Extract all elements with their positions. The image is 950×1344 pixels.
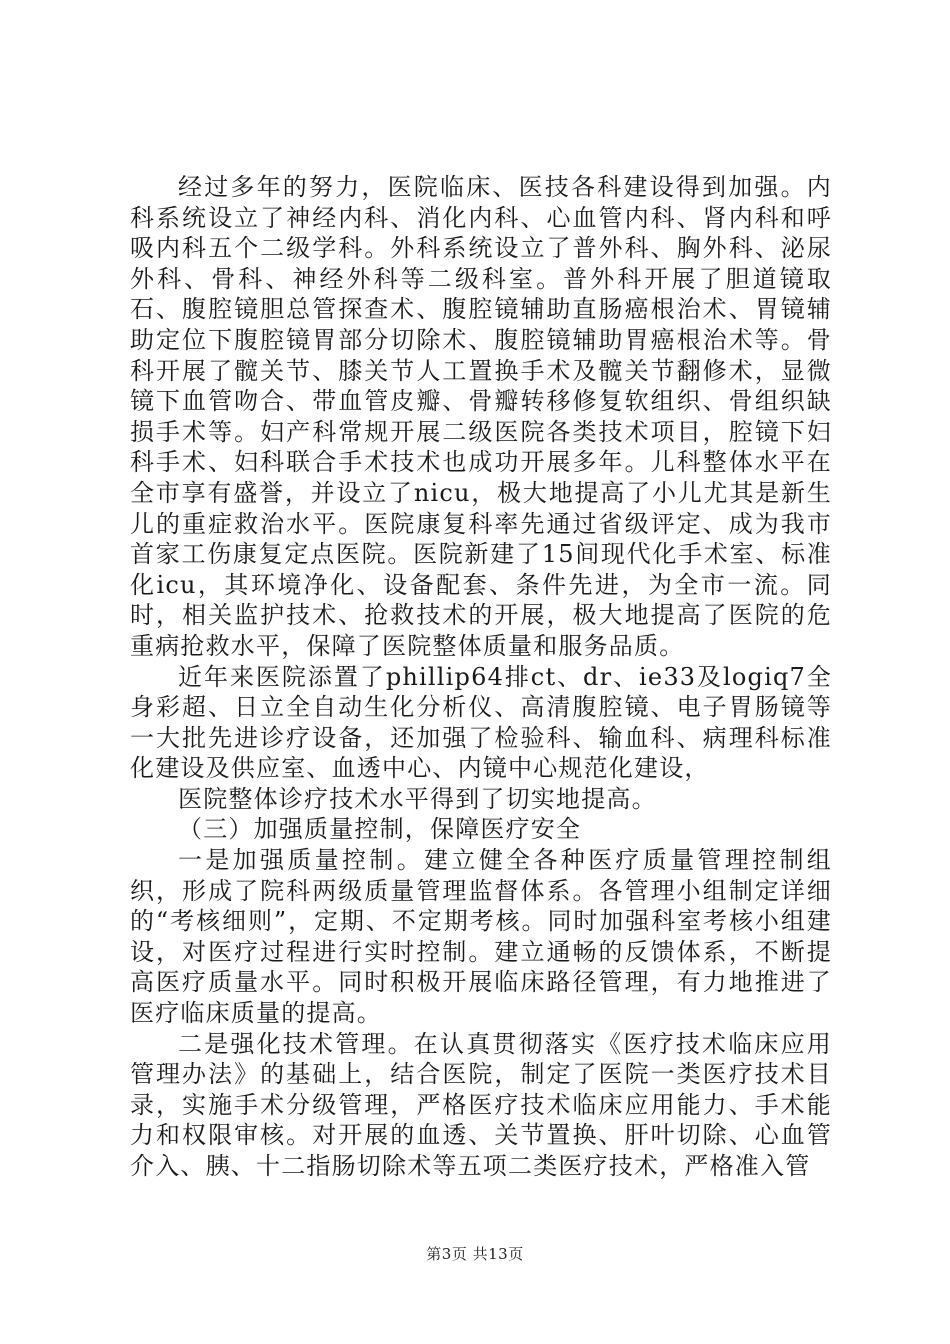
paragraph-quality-control: 一是加强质量控制。建立健全各种医疗质量管理控制组织，形成了院科两级质量管理监督体系。各管理小组制定详细的“考核细则”，定期、不定期考核。同时加强科室考核小组建设，对医疗过程进行实时控制。建立通畅的反馈体系，不断提高医疗质量水平。同时积极开展临床路径管理，有力地推进了医疗临床质量的提高。 <box>130 846 832 1028</box>
paragraph-equipment: 近年来医院添置了phillip64排ct、dr、ie33及logiq7全身彩超、日立全自动生化分析仪、高清腹腔镜、电子胃肠镜等一大批先进诊疗设备，还加强了检验科、输血科、病理科标准化建设及供应室、血透中心、内镜中心规范化建设， <box>130 662 832 783</box>
paragraph-clinical-departments: 经过多年的努力，医院临床、医技各科建设得到加强。内科系统设立了神经内科、消化内科、心血管内科、肾内科和呼吸内科五个二级学科。外科系统设立了普外科、胸外科、泌尿外科、骨科、神经外科等二级科室。普外科开展了胆道镜取石、腹腔镜胆总管探查术、腹腔镜辅助直肠癌根治术、胃镜辅助定位下腹腔镜胃部分切除术、腹腔镜辅助胃癌根治术等。骨科开展了髋关节、膝关节人工置换手术及髋关节翻修术，显微镜下血管吻合、带血管皮瓣、骨瓣转移修复软组织、骨组织缺损手术等。妇产科常规开展二级医院各类技术项目，腔镜下妇科手术、妇科联合手术技术也成功开展多年。儿科整体水平在全市享有盛誉，并设立了nicu，极大地提高了小儿尤其是新生儿的重症救治水平。医院康复科率先通过省级评定、成为我市首家工伤康复定点医院。医院新建了15间现代化手术室、标准化icu，其环境净化、设备配套、条件先进，为全市一流。同时，相关监护技术、抢救技术的开展，极大地提高了医院的危重病抢救水平，保障了医院整体质量和服务品质。 <box>130 173 832 660</box>
paragraph-technical-management: 二是强化技术管理。在认真贯彻落实《医疗技术临床应用管理办法》的基础上，结合医院，制定了医院一类医疗技术目录，实施手术分级管理，严格医疗技术临床应用能力、手术能力和权限审核。对开展的血透、关节置换、肝叶切除、心血管介入、胰、十二指肠切除术等五项二类医疗技术，严格准入管 <box>130 1029 832 1180</box>
page-number-footer: 第3页 共13页 <box>426 1245 524 1263</box>
paragraph-technical-level: 医院整体诊疗技术水平得到了切实地提高。 <box>178 784 657 813</box>
document-body <box>130 172 832 1182</box>
section-heading-quality-control: （三）加强质量控制，保障医疗安全 <box>178 815 582 844</box>
